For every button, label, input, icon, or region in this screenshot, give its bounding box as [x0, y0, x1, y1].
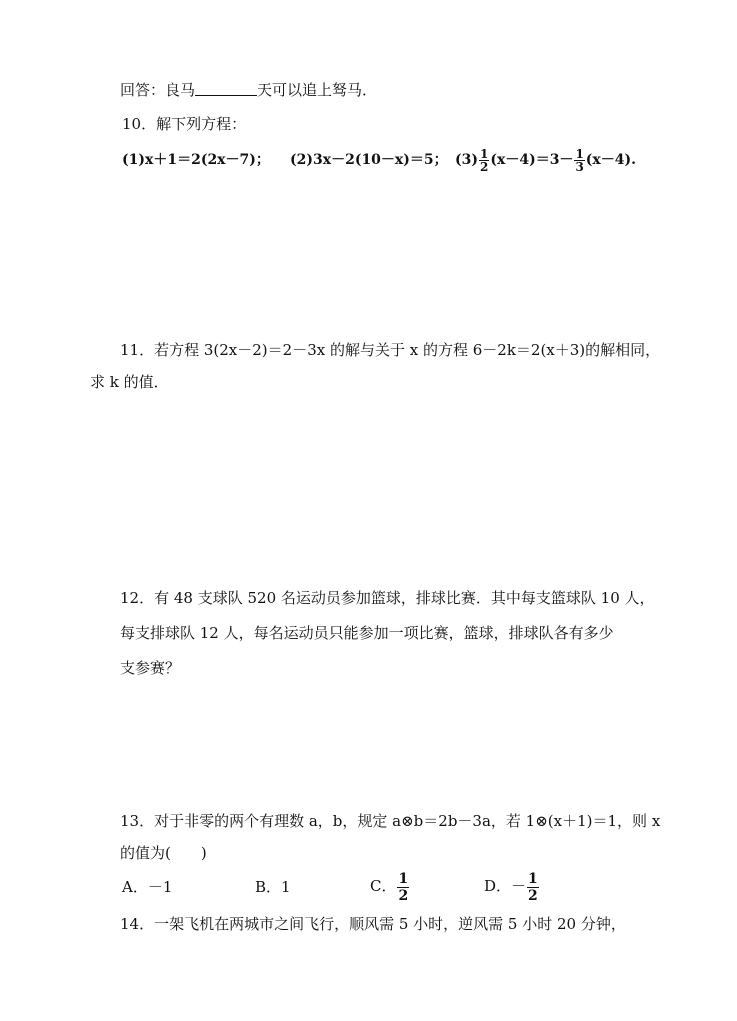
- q10-equation-3: [455, 146, 636, 174]
- option-d-fraction: [527, 871, 539, 904]
- answer-suffix: 天可以追上驽马．: [257, 81, 378, 99]
- q10-equation-2: (2)3x－2(10－x)＝5；: [290, 152, 448, 168]
- fraction-numerator: 1: [398, 870, 409, 887]
- q13-option-c[interactable]: [370, 866, 410, 906]
- q10-eq3-prefix: (3): [455, 152, 478, 168]
- answer-blank: [195, 81, 257, 96]
- q14-line-1: 14．一架飞机在两城市之间飞行，顺风需 5 小时，逆风需 5 小时 20 分钟，: [120, 915, 626, 933]
- q13-line-2: 的值为( ): [120, 844, 207, 862]
- q10-eq3-fraction-1: [479, 148, 489, 173]
- fraction-numerator: 1: [528, 870, 538, 887]
- option-c-fraction: [397, 871, 409, 904]
- fraction-denominator: 2: [528, 887, 538, 904]
- q12-line-3: 支参赛？: [120, 659, 181, 677]
- q13-option-a[interactable]: A．－1: [122, 878, 173, 896]
- fraction-denominator: 2: [398, 887, 409, 904]
- q12-line-1: 12．有 48 支球队 520 名运动员参加篮球，排球比赛．其中每支篮球队 10 人，: [120, 589, 655, 607]
- q13-line-1: 13．对于非零的两个有理数 a，b，规定 a⊗b＝2b－3a，若 1⊗(x＋1)＝1，则 x: [120, 812, 661, 830]
- answer-line: [120, 80, 377, 100]
- q10-eq3-suffix: (x－4).: [585, 152, 637, 168]
- q10-eq3-fraction-2: [574, 148, 584, 173]
- fraction-numerator: 1: [575, 146, 584, 161]
- fraction-denominator: 3: [575, 159, 584, 174]
- q10-eq3-middle: (x－4)＝3－: [490, 152, 574, 168]
- q12-line-2: 每支排球队 12 人，每名运动员只能参加一项比赛，篮球，排球队各有多少: [120, 624, 614, 642]
- q10-title: 10．解下列方程：: [122, 115, 247, 133]
- option-c-label: C．: [370, 877, 397, 895]
- q13-option-b[interactable]: B．1: [255, 878, 291, 896]
- answer-prefix: 回答：良马: [120, 81, 196, 99]
- option-d-label: D．－: [484, 877, 527, 895]
- q11-line-1: 11．若方程 3(2x－2)＝2－3x 的解与关于 x 的方程 6－2k＝2(x＋3)的解相同，: [120, 341, 661, 359]
- q10-equation-1: (1)x＋1＝2(2x－7)；: [122, 152, 270, 168]
- q11-line-2: 求 k 的值．: [90, 373, 169, 391]
- fraction-numerator: 1: [480, 146, 489, 161]
- q13-option-d[interactable]: [484, 866, 540, 906]
- fraction-denominator: 2: [480, 159, 489, 174]
